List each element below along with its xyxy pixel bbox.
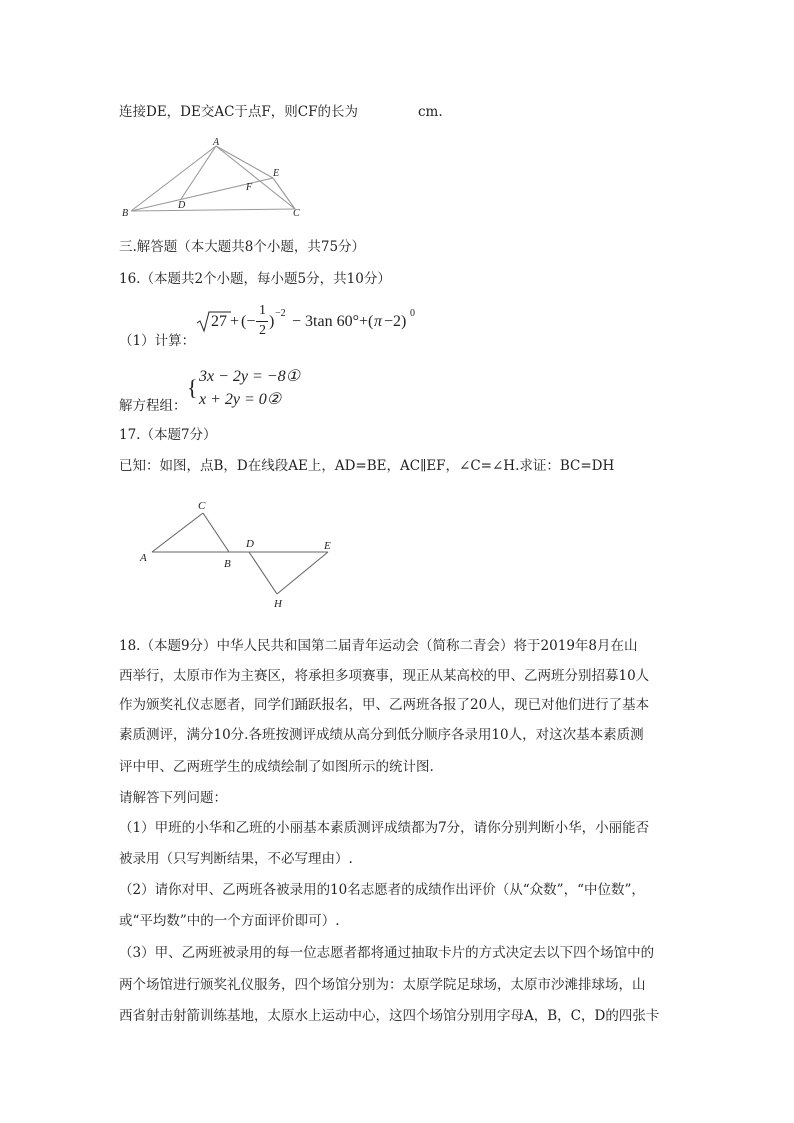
label-A: A xyxy=(140,552,147,564)
q18-line-6: 请解答下列问题： xyxy=(119,790,227,806)
fraction-bar xyxy=(256,321,268,322)
exponent-neg2: −2 xyxy=(275,308,286,319)
label-A: A xyxy=(213,138,220,148)
tan-term: − 3tan 60°+( xyxy=(292,313,374,330)
p15-line: 连接DE，DE交AC于点F，则CF的长为 xyxy=(119,104,358,120)
label-B: B xyxy=(122,208,129,219)
seg-BC xyxy=(131,209,295,211)
triangle-figure-1 xyxy=(118,138,318,220)
sqrt-radicand: 27 xyxy=(211,313,227,330)
seg-CB xyxy=(203,513,229,552)
q18-line-13: 西省射击射箭训练基地，太原水上运动中心，这四个场馆分别用字母A，B，C，D的四张卡 xyxy=(119,1008,660,1024)
fraction-denominator: 2 xyxy=(259,323,266,338)
system-brace: { xyxy=(187,375,198,400)
label-D: D xyxy=(246,538,254,550)
label-F: F xyxy=(246,182,253,193)
minus-two: −2) xyxy=(384,313,407,330)
exponent-zero: 0 xyxy=(410,308,415,319)
label-E: E xyxy=(324,540,331,552)
triangle-figure-2 xyxy=(136,496,346,612)
label-C: C xyxy=(293,208,300,219)
q17-statement: 已知：如图，点B，D在线段AE上，AD=BE，AC∥EF，∠C=∠H.求证：BC=DH xyxy=(119,458,615,474)
seg-HE xyxy=(277,552,328,594)
q18-line-4: 素质测评，满分10分.各班按测评成绩从高分到低分顺序各录用10人，对这次基本素质测 xyxy=(119,727,644,743)
paren-close: ) xyxy=(269,313,275,330)
label-D: D xyxy=(178,200,186,211)
label-H: H xyxy=(274,598,282,610)
q16-header: 16.（本题共2个小题，每小题5分，共10分） xyxy=(119,271,391,287)
pi-symbol: π xyxy=(374,313,383,330)
paren-open: (− xyxy=(241,313,256,330)
label-C: C xyxy=(198,500,206,512)
q18-line-1: 18.（本题9分）中华人民共和国第二届青年运动会（简称二青会）将于2019年8月在山 xyxy=(119,638,638,654)
q18-line-5: 评中甲、乙两班学生的成绩绘制了如图所示的统计图. xyxy=(119,759,434,775)
q18-line-7: （1）甲班的小华和乙班的小丽基本素质测评成绩都为7分，请你分别判断小华，小丽能否 xyxy=(119,820,650,836)
label-E: E xyxy=(273,168,280,179)
seg-AE xyxy=(216,146,273,178)
q18-line-9: （2）请你对甲、乙两班各被录用的10名志愿者的成绩作出评价（从“众数”，“中位数”， xyxy=(119,882,645,898)
q18-line-11: （3）甲、乙两班被录用的每一位志愿者都将通过抽取卡片的方式决定去以下四个场馆中的 xyxy=(119,945,655,961)
q18-line-2: 西举行，太原市作为主赛区，将承担多项赛事，现正从某高校的甲、乙两班分别招募10人 xyxy=(119,668,650,684)
label-B: B xyxy=(224,558,231,570)
q16-expression xyxy=(196,300,426,348)
seg-AC xyxy=(216,146,295,209)
q18-line-8: 被录用（只写判断结果，不必写理由）. xyxy=(119,851,353,867)
q16-part2-label: 解方程组： xyxy=(119,398,187,414)
q16-part1-label: （1）计算： xyxy=(119,333,196,349)
p15-unit: cm. xyxy=(418,104,443,120)
equation-2: x + 2y = 0② xyxy=(199,391,282,408)
q18-line-3: 作为颁奖礼仪志愿者，同学们踊跃报名，甲、乙两班各报了20人，现已对他们进行了基本 xyxy=(119,697,650,713)
seg-AC xyxy=(152,513,203,552)
fraction-numerator: 1 xyxy=(259,303,266,318)
q17-header: 17.（本题7分） xyxy=(119,427,217,443)
seg-DH xyxy=(249,552,277,594)
section-title: 三.解答题（本大题共8个小题，共75分） xyxy=(119,239,366,255)
q18-line-12: 两个场馆进行颁奖礼仪服务，四个场馆分别为：太原学院足球场，太原市沙滩排球场，山 xyxy=(119,977,646,993)
op-plus: + xyxy=(230,313,240,330)
equation-1: 3x − 2y = −8① xyxy=(199,368,300,385)
seg-AD xyxy=(181,146,216,199)
q18-line-10: 或“平均数”中的一个方面评价即可）. xyxy=(119,913,340,929)
